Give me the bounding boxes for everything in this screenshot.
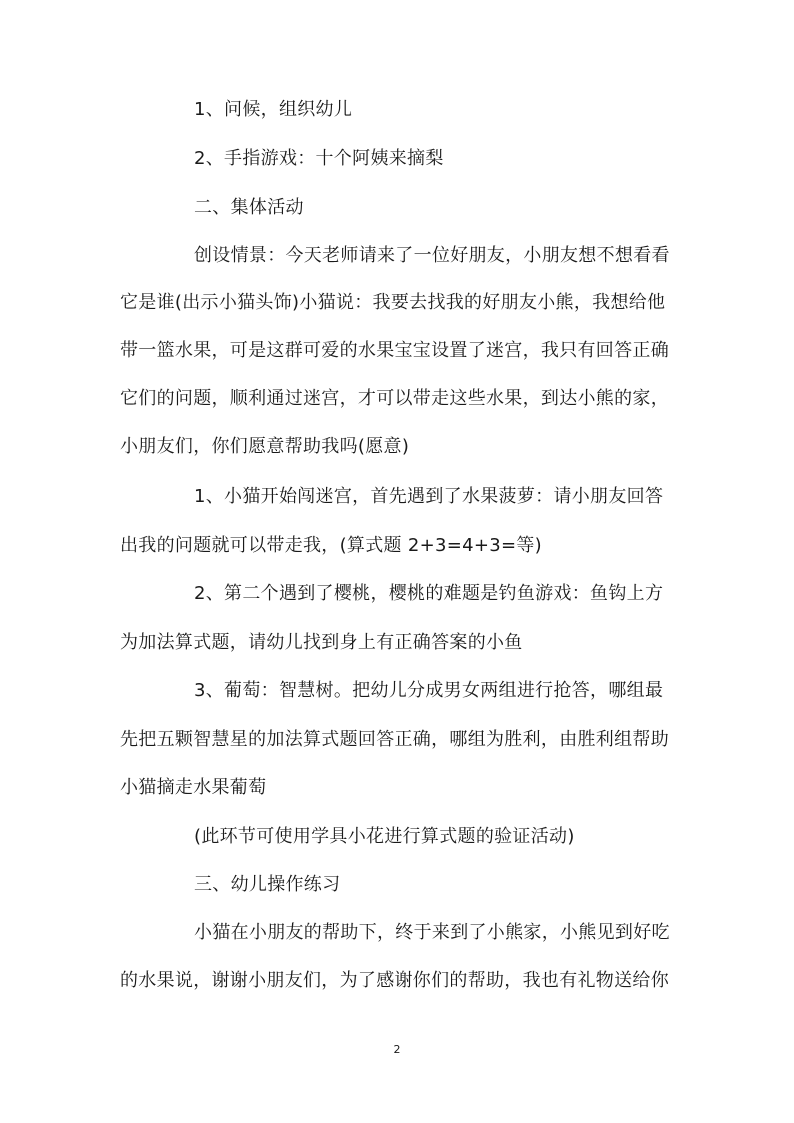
paragraph-line: 小猫在小朋友的帮助下，终于来到了小熊家，小熊见到好吃 xyxy=(194,922,670,943)
note-line: (此环节可使用学具小花进行算式题的验证活动) xyxy=(194,826,575,847)
step-greeting: 1、问候，组织幼儿 xyxy=(194,99,353,120)
paragraph-line: 先把五颗智慧星的加法算式题回答正确，哪组为胜利，由胜利组帮助 xyxy=(120,729,669,750)
paragraph-line: 创设情景：今天老师请来了一位好朋友，小朋友想不想看看 xyxy=(194,245,670,266)
page-number: 2 xyxy=(393,1043,401,1056)
section-heading-group-activity: 二、集体活动 xyxy=(194,197,304,218)
paragraph-line: 为加法算式题，请幼儿找到身上有正确答案的小鱼 xyxy=(120,632,523,653)
step-grape: 3、葡萄：智慧树。把幼儿分成男女两组进行抢答，哪组最 xyxy=(194,680,664,701)
step-pineapple: 1、小猫开始闯迷宫，首先遇到了水果菠萝：请小朋友回答 xyxy=(194,486,664,507)
paragraph-line: 小猫摘走水果葡萄 xyxy=(120,777,267,798)
paragraph-line: 小朋友们，你们愿意帮助我吗(愿意) xyxy=(120,436,410,457)
paragraph-line: 出我的问题就可以带走我，(算式题 2+3=4+3=等) xyxy=(120,535,543,556)
step-cherry: 2、第二个遇到了樱桃，樱桃的难题是钓鱼游戏：鱼钩上方 xyxy=(194,583,664,604)
paragraph-line: 的水果说，谢谢小朋友们，为了感谢你们的帮助，我也有礼物送给你 xyxy=(120,970,669,991)
paragraph-line: 它是谁(出示小猫头饰)小猫说：我要去找我的好朋友小熊，我想给他 xyxy=(120,292,666,313)
section-heading-practice: 三、幼儿操作练习 xyxy=(194,874,341,895)
paragraph-line: 带一篮水果，可是这群可爱的水果宝宝设置了迷宫，我只有回答正确 xyxy=(120,340,669,361)
step-finger-game: 2、手指游戏：十个阿姨来摘梨 xyxy=(194,148,444,169)
paragraph-line: 它们的问题，顺利通过迷宫，才可以带走这些水果，到达小熊的家， xyxy=(120,388,669,409)
